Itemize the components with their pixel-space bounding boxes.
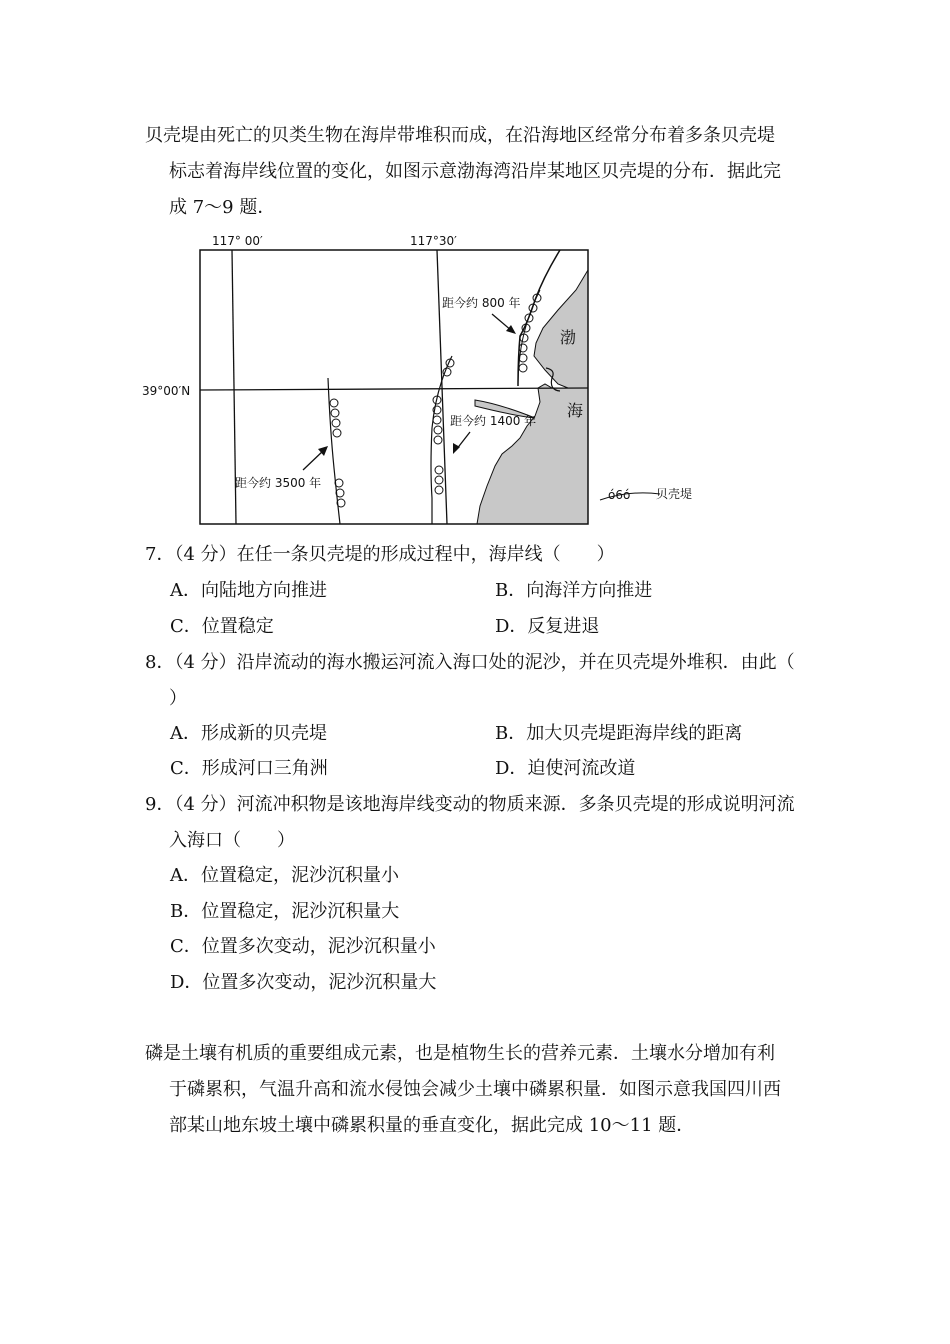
sea-area bbox=[477, 250, 588, 524]
intro-1-line-1: 贝壳堤由死亡的贝类生物在海岸带堆积而成，在沿海地区经常分布着多条贝壳堤 bbox=[145, 125, 775, 146]
sea-label-bo: 渤 bbox=[560, 328, 577, 347]
question-7 bbox=[145, 537, 810, 573]
latitude-label: 39°00′N bbox=[142, 384, 191, 398]
q8-option-d[interactable]: D．迫使河流改道 bbox=[495, 758, 636, 779]
q7-option-a[interactable]: A．向陆地方向推进 bbox=[170, 580, 327, 601]
intro-1-line-2: 标志着海岸线位置的变化，如图示意渤海湾沿岸某地区贝壳堤的分布．据此完 bbox=[169, 161, 781, 182]
question-9-stem-line-1: 9．（4 分）河流冲积物是该地海岸线变动的物质来源．多条贝壳堤的形成说明河流 bbox=[145, 794, 795, 815]
q8-option-a[interactable]: A．形成新的贝壳堤 bbox=[170, 723, 327, 744]
longitude-label-right: 117°30′ bbox=[410, 234, 457, 248]
question-8-stem-line-2: ） bbox=[169, 688, 187, 709]
question-7-stem: 7．（4 分）在任一条贝壳堤的形成过程中，海岸线（ ） bbox=[145, 544, 615, 565]
intro-2-line-1: 磷是土壤有机质的重要组成元素，也是植物生长的营养元素．土壤水分增加有利 bbox=[145, 1043, 775, 1064]
q9-option-c[interactable]: C．位置多次变动，泥沙沉积量小 bbox=[170, 936, 436, 957]
legend-label: 贝壳堤 bbox=[656, 487, 693, 501]
arrow-1400-head bbox=[453, 443, 460, 454]
legend-symbol: ó6ó bbox=[608, 488, 631, 502]
label-1400-years: 距今约 1400 年 bbox=[450, 414, 537, 428]
label-3500-years: 距今约 3500 年 bbox=[235, 476, 322, 490]
q7-option-c[interactable]: C．位置稳定 bbox=[170, 616, 274, 637]
q7-option-d[interactable]: D．反复进退 bbox=[495, 616, 600, 637]
question-8-stem-line-1: 8．（4 分）沿岸流动的海水搬运河流入海口处的泥沙，并在贝壳堤外堆积．由此（ bbox=[145, 652, 795, 673]
q9-option-b[interactable]: B．位置稳定，泥沙沉积量大 bbox=[170, 901, 400, 922]
intro-2-line-3: 部某山地东坡土壤中磷累积量的垂直变化，据此完成 10～11 题． bbox=[169, 1115, 695, 1136]
question-9 bbox=[145, 787, 810, 859]
question-9-stem-line-2: 入海口（ ） bbox=[169, 830, 295, 851]
arrow-3500 bbox=[303, 450, 324, 470]
q7-option-b[interactable]: B．向海洋方向推进 bbox=[495, 580, 653, 601]
sea-label-hai: 海 bbox=[567, 401, 584, 420]
q9-option-a[interactable]: A．位置稳定，泥沙沉积量小 bbox=[170, 865, 399, 886]
intro-paragraph-1 bbox=[145, 118, 810, 226]
q8-option-b[interactable]: B．加大贝壳堤距海岸线的距离 bbox=[495, 723, 743, 744]
question-8 bbox=[145, 645, 810, 717]
label-800-years: 距今约 800 年 bbox=[442, 296, 521, 310]
q9-option-d[interactable]: D．位置多次变动，泥沙沉积量大 bbox=[170, 972, 437, 993]
intro-1-line-3: 成 7～9 题． bbox=[169, 197, 276, 218]
longitude-label-left: 117° 00′ bbox=[212, 234, 263, 248]
shell-ridge-3500-line bbox=[328, 378, 340, 524]
parallel-39-00 bbox=[200, 388, 588, 390]
shell-ridge-map bbox=[140, 228, 720, 528]
intro-paragraph-2 bbox=[145, 1036, 810, 1144]
q8-option-c[interactable]: C．形成河口三角洲 bbox=[170, 758, 328, 779]
intro-2-line-2: 于磷累积，气温升高和流水侵蚀会减少土壤中磷累积量．如图示意我国四川西 bbox=[169, 1079, 781, 1100]
